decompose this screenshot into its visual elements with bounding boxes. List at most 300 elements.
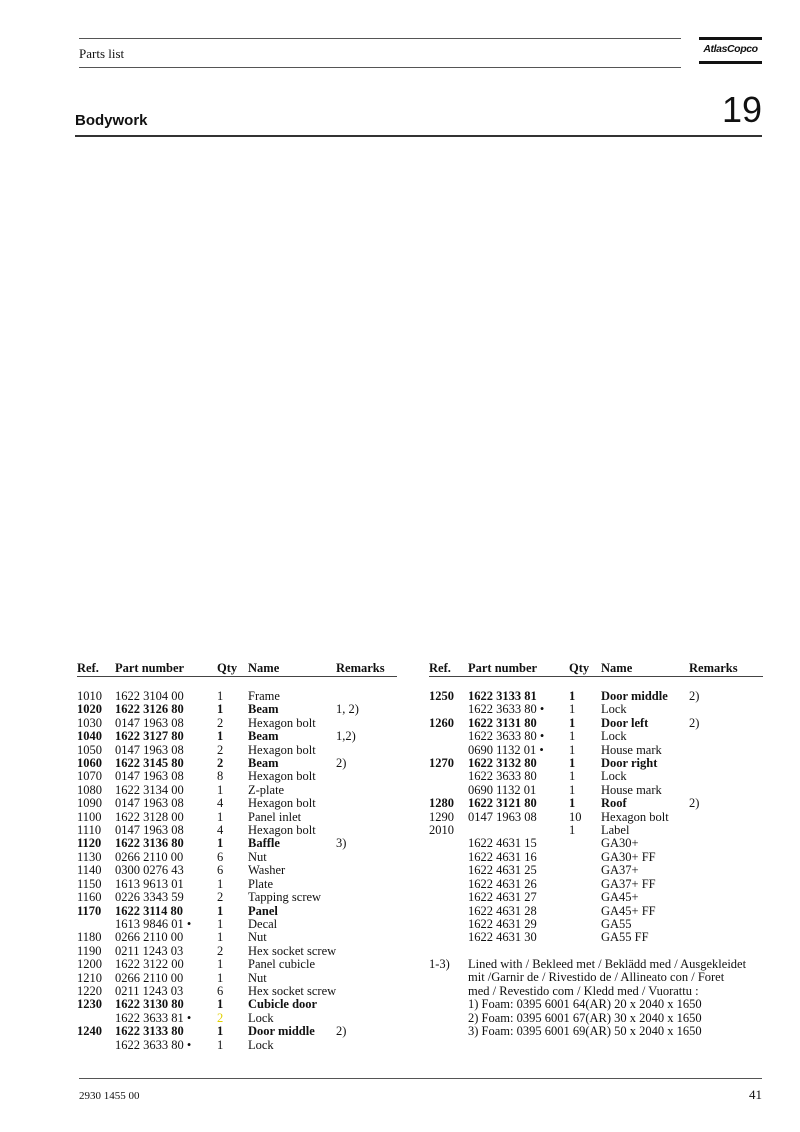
cell-qty: 2: [217, 1010, 224, 1025]
cell-ref: 1180: [77, 930, 102, 945]
cell-remarks: [336, 905, 397, 918]
cell-remarks: 2): [689, 796, 700, 811]
table-header-row: [77, 660, 397, 677]
cell-part-number: 1622 3121 80: [468, 796, 537, 811]
cell-ref: 1200: [77, 957, 102, 972]
logo-text: AtlasCopco: [703, 43, 758, 55]
atlas-copco-logo: [699, 37, 762, 67]
cell-remarks: [336, 851, 397, 864]
cell-remarks: [689, 703, 763, 716]
cell-ref: 1050: [77, 742, 102, 757]
cell-part-number: 0266 2110 00: [115, 970, 184, 985]
cell-qty: [569, 891, 601, 904]
cell-part-number: 1622 3633 80 •: [115, 1037, 192, 1052]
cell-qty: 1: [569, 689, 576, 703]
cell-name: GA30+ FF: [601, 849, 656, 864]
col-remarks-header: Remarks: [336, 660, 397, 677]
table-header-row: [429, 660, 763, 677]
cell-name: Nut: [248, 970, 267, 985]
parts-table-right: [429, 660, 763, 945]
cell-name: Lock: [248, 1010, 274, 1025]
cell-part-number: 1622 4631 15: [468, 836, 537, 851]
cell-ref: 1270: [429, 756, 454, 771]
cell-part-number: 1622 3134 00: [115, 782, 184, 797]
notes-line: 2) Foam: 0395 6001 67(AR) 30 x 2040 x 1650: [468, 1010, 702, 1025]
cell-qty: 2: [217, 943, 224, 958]
cell-name: Beam: [248, 756, 279, 771]
cell-part-number: 1622 3133 80: [115, 1024, 184, 1039]
table-row: [429, 905, 763, 918]
cell-qty: 1: [217, 957, 224, 972]
cell-qty: 1: [217, 997, 224, 1012]
table-row: [429, 757, 763, 770]
notes-line: 1) Foam: 0395 6001 64(AR) 20 x 2040 x 1650: [468, 997, 702, 1012]
cell-qty: [569, 837, 601, 850]
cell-name: Beam: [248, 729, 279, 744]
cell-name: Hexagon bolt: [248, 796, 316, 811]
cell-qty: 1: [217, 916, 224, 931]
logo-top-bar: [699, 37, 762, 40]
cell-remarks: [689, 730, 763, 743]
cell-name: Hexagon bolt: [248, 769, 316, 784]
cell-remarks: [336, 1039, 397, 1052]
cell-remarks: [336, 864, 397, 877]
cell-qty: 1: [217, 836, 224, 851]
cell-qty: 1: [217, 1037, 224, 1052]
cell-remarks: [336, 918, 397, 931]
header-bottom-rule: [79, 67, 681, 68]
table-row: [77, 905, 397, 918]
notes-line: med / Revestido com / Kledd med / Vuorattu :: [468, 983, 699, 998]
cell-ref: [429, 864, 468, 877]
cell-remarks: 1,2): [336, 729, 356, 744]
cell-qty: 1: [569, 782, 576, 797]
cell-part-number: [468, 824, 569, 837]
cell-ref: 1190: [77, 943, 102, 958]
cell-part-number: 1622 3132 80: [468, 756, 537, 771]
table-row: [429, 864, 763, 877]
cell-remarks: [689, 851, 763, 864]
cell-part-number: 1613 9613 01: [115, 876, 184, 891]
cell-name: GA30+: [601, 836, 639, 851]
cell-name: GA37+: [601, 863, 639, 878]
table-row: [77, 717, 397, 730]
cell-name: Z-plate: [248, 782, 285, 797]
cell-name: Washer: [248, 863, 286, 878]
cell-qty: 1: [569, 715, 576, 730]
cell-remarks: 1, 2): [336, 702, 359, 717]
cell-remarks: [336, 958, 397, 971]
cell-remarks: [336, 690, 397, 703]
cell-ref: 1060: [77, 756, 102, 771]
cell-name: Baffle: [248, 836, 280, 851]
col-remarks-header: Remarks: [689, 660, 763, 677]
table-row: [77, 958, 397, 971]
cell-ref: [429, 905, 468, 918]
cell-part-number: 1622 4631 27: [468, 890, 537, 905]
cell-ref: 1230: [77, 997, 102, 1012]
cell-remarks: 2): [336, 756, 347, 771]
cell-name: Beam: [248, 702, 279, 717]
cell-ref: [429, 730, 468, 743]
cell-ref: 1030: [77, 715, 102, 730]
cell-remarks: [689, 891, 763, 904]
cell-ref: [77, 1039, 115, 1052]
table-row: [77, 757, 397, 770]
cell-name: Hex socket screw: [248, 983, 337, 998]
table-row: [77, 931, 397, 944]
cell-remarks: [689, 770, 763, 783]
cell-qty: 1: [569, 796, 576, 811]
cell-qty: 1: [217, 903, 224, 918]
cell-remarks: [336, 1012, 397, 1025]
cell-part-number: 1622 3633 80 •: [468, 702, 545, 717]
cell-remarks: [689, 864, 763, 877]
cell-remarks: 3): [336, 836, 347, 851]
table-row: [77, 1039, 397, 1052]
cell-name: Roof: [601, 796, 627, 811]
cell-part-number: 1622 4631 26: [468, 876, 537, 891]
cell-ref: 2010: [429, 823, 454, 838]
cell-part-number: 0690 1132 01 •: [468, 742, 544, 757]
cell-name: GA45+: [601, 890, 639, 905]
cell-name: Panel: [248, 903, 278, 918]
cell-ref: 1020: [77, 702, 102, 717]
cell-ref: 1170: [77, 903, 102, 918]
cell-part-number: 1622 3128 00: [115, 809, 184, 824]
parts-table-left: [77, 660, 397, 1052]
cell-remarks: 2): [689, 715, 700, 730]
cell-remarks: [689, 784, 763, 797]
cell-remarks: [336, 744, 397, 757]
table-row: [429, 690, 763, 703]
table-row: [429, 824, 763, 837]
table-row: [77, 972, 397, 985]
notes-line: 3) Foam: 0395 6001 69(AR) 50 x 2040 x 1650: [468, 1024, 702, 1039]
cell-qty: 2: [217, 756, 224, 771]
col-qty-header: Qty: [569, 660, 601, 677]
cell-qty: 1: [569, 756, 576, 771]
table-row: [77, 811, 397, 824]
cell-ref: 1010: [77, 689, 102, 703]
cell-part-number: 0147 1963 08: [115, 742, 184, 757]
cell-remarks: [336, 931, 397, 944]
cell-name: Nut: [248, 849, 267, 864]
cell-ref: 1080: [77, 782, 102, 797]
cell-name: GA55: [601, 916, 632, 931]
cell-remarks: [689, 837, 763, 850]
cell-part-number: 0147 1963 08: [115, 796, 184, 811]
cell-part-number: 0147 1963 08: [115, 715, 184, 730]
cell-qty: 1: [217, 729, 224, 744]
cell-qty: 2: [217, 715, 224, 730]
table-row: [429, 744, 763, 757]
cell-name: Label: [601, 823, 630, 838]
cell-qty: 1: [217, 1024, 224, 1039]
cell-ref: 1140: [77, 863, 102, 878]
table-row: [429, 918, 763, 931]
cell-part-number: 0147 1963 08: [468, 809, 537, 824]
table-row: [77, 851, 397, 864]
cell-part-number: 0690 1132 01: [468, 782, 537, 797]
cell-ref: [429, 851, 468, 864]
cell-remarks: [336, 891, 397, 904]
col-qty-header: Qty: [217, 660, 248, 677]
table-row: [77, 703, 397, 716]
cell-name: Door left: [601, 715, 649, 730]
cell-part-number: 0211 1243 03: [115, 983, 184, 998]
cell-part-number: 1622 3133 81: [468, 689, 537, 703]
cell-ref: 1160: [77, 890, 102, 905]
cell-remarks: 2): [689, 689, 700, 703]
cell-qty: 6: [217, 863, 224, 878]
cell-remarks: [336, 998, 397, 1011]
table-row: [429, 851, 763, 864]
notes-line: Lined with / Bekleed met / Beklädd med / Ausgekleidet: [468, 957, 747, 971]
cell-qty: 4: [217, 823, 224, 838]
cell-ref: 1220: [77, 983, 102, 998]
col-part-header: Part number: [115, 660, 217, 677]
table-row: [429, 797, 763, 810]
cell-ref: 1260: [429, 715, 454, 730]
cell-ref: 1240: [77, 1024, 102, 1039]
cell-remarks: 2): [336, 1024, 347, 1039]
table-row: [77, 837, 397, 850]
cell-remarks: [336, 770, 397, 783]
cell-remarks: [689, 811, 763, 824]
cell-name: Hexagon bolt: [248, 715, 316, 730]
cell-part-number: 1622 3131 80: [468, 715, 537, 730]
cell-ref: 1100: [77, 809, 102, 824]
col-part-header: Part number: [468, 660, 569, 677]
cell-name: Nut: [248, 930, 267, 945]
cell-qty: 1: [569, 729, 576, 744]
title-rule: [75, 135, 762, 137]
table-row: [429, 837, 763, 850]
cell-name: Lock: [601, 729, 627, 744]
cell-part-number: 1622 3633 80: [468, 769, 537, 784]
table-row: [77, 878, 397, 891]
cell-ref: 1280: [429, 796, 454, 811]
cell-remarks: [689, 824, 763, 837]
cell-ref: [429, 891, 468, 904]
table-row: [77, 864, 397, 877]
cell-part-number: 1622 4631 16: [468, 849, 537, 864]
cell-qty: [569, 918, 601, 931]
cell-part-number: 1622 3104 00: [115, 689, 184, 703]
section-number: 19: [721, 89, 762, 130]
header-top-rule: [79, 38, 681, 39]
cell-part-number: 0147 1963 08: [115, 769, 184, 784]
cell-part-number: 1622 4631 25: [468, 863, 537, 878]
cell-qty: 1: [217, 876, 224, 891]
col-ref-header: Ref.: [77, 660, 115, 677]
cell-remarks: [689, 931, 763, 944]
table-row: [429, 703, 763, 716]
cell-part-number: 0211 1243 03: [115, 943, 184, 958]
cell-remarks: [336, 945, 397, 958]
cell-remarks: [689, 918, 763, 931]
cell-part-number: 1622 3126 80: [115, 702, 184, 717]
footer-rule: [79, 1078, 762, 1079]
cell-remarks: [336, 824, 397, 837]
cell-qty: 4: [217, 796, 224, 811]
table-row: [77, 998, 397, 1011]
cell-name: Hexagon bolt: [601, 809, 669, 824]
table-row: [429, 784, 763, 797]
cell-name: Decal: [248, 916, 278, 931]
cell-qty: 1: [569, 702, 576, 717]
cell-part-number: 1622 4631 28: [468, 903, 537, 918]
cell-qty: 6: [217, 983, 224, 998]
cell-name: Tapping screw: [248, 890, 322, 905]
cell-name: GA37+ FF: [601, 876, 656, 891]
cell-remarks: [336, 784, 397, 797]
notes-body: [468, 958, 768, 1038]
spacer-row: [429, 677, 763, 691]
cell-part-number: 1622 3130 80: [115, 997, 184, 1012]
cell-remarks: [689, 744, 763, 757]
cell-part-number: 1622 3633 81 •: [115, 1010, 192, 1025]
cell-ref: 1070: [77, 769, 102, 784]
cell-name: Cubicle door: [248, 997, 318, 1012]
table-row: [429, 770, 763, 783]
cell-name: Hex socket screw: [248, 943, 337, 958]
cell-name: GA45+ FF: [601, 903, 656, 918]
cell-remarks: [336, 878, 397, 891]
cell-part-number: 1622 3122 00: [115, 957, 184, 972]
cell-remarks: [336, 717, 397, 730]
cell-qty: [569, 864, 601, 877]
cell-name: Plate: [248, 876, 273, 891]
col-ref-header: Ref.: [429, 660, 468, 677]
cell-ref: 1110: [77, 823, 102, 838]
cell-ref: 1120: [77, 836, 102, 851]
cell-qty: 1: [569, 823, 576, 838]
cell-qty: [569, 878, 601, 891]
header-label: Parts list: [79, 46, 125, 61]
cell-ref: 1250: [429, 689, 454, 703]
cell-qty: [569, 931, 601, 944]
logo-bottom-bar: [699, 61, 762, 64]
table-row: [77, 891, 397, 904]
spacer-row: [77, 677, 397, 691]
cell-name: Door middle: [601, 689, 668, 703]
cell-qty: 1: [569, 769, 576, 784]
table-row: [77, 770, 397, 783]
cell-part-number: 1622 3127 80: [115, 729, 184, 744]
cell-ref: [429, 744, 468, 757]
cell-qty: 10: [569, 809, 582, 824]
cell-part-number: 1622 3633 80 •: [468, 729, 545, 744]
cell-part-number: 1613 9846 01 •: [115, 916, 192, 931]
cell-name: Frame: [248, 689, 280, 703]
cell-qty: [569, 905, 601, 918]
cell-part-number: 1622 4631 29: [468, 916, 537, 931]
cell-remarks: [336, 985, 397, 998]
cell-ref: [429, 703, 468, 716]
cell-ref: [429, 878, 468, 891]
cell-part-number: 1622 4631 30: [468, 930, 537, 945]
cell-remarks: [336, 972, 397, 985]
cell-part-number: 1622 3145 80: [115, 756, 184, 771]
cell-qty: 1: [217, 970, 224, 985]
cell-ref: [77, 918, 115, 931]
cell-qty: [569, 851, 601, 864]
cell-name: Hexagon bolt: [248, 742, 316, 757]
table-row: [77, 744, 397, 757]
cell-ref: [429, 770, 468, 783]
page-number: 41: [749, 1087, 762, 1102]
cell-name: Hexagon bolt: [248, 823, 316, 838]
cell-ref: 1090: [77, 796, 102, 811]
cell-name: House mark: [601, 782, 662, 797]
cell-qty: 1: [217, 809, 224, 824]
cell-remarks: [336, 797, 397, 810]
table-row: [429, 811, 763, 824]
cell-name: Lock: [248, 1037, 274, 1052]
cell-ref: 1210: [77, 970, 102, 985]
cell-qty: 1: [217, 782, 224, 797]
cell-name: Door right: [601, 756, 658, 771]
cell-part-number: 0147 1963 08: [115, 823, 184, 838]
cell-ref: [77, 1012, 115, 1025]
table-row: [77, 730, 397, 743]
cell-name: Door middle: [248, 1024, 315, 1039]
cell-qty: 6: [217, 849, 224, 864]
cell-ref: 1040: [77, 729, 102, 744]
cell-ref: [429, 931, 468, 944]
cell-qty: 2: [217, 890, 224, 905]
cell-qty: 1: [217, 930, 224, 945]
document-number: 2930 1455 00: [79, 1090, 140, 1102]
table-row: [77, 1025, 397, 1038]
table-row: [77, 784, 397, 797]
table-row: [429, 730, 763, 743]
cell-part-number: 0226 3343 59: [115, 890, 184, 905]
table-row: [77, 945, 397, 958]
cell-ref: 1130: [77, 849, 102, 864]
table-row: [77, 1012, 397, 1025]
cell-part-number: 0300 0276 43: [115, 863, 184, 878]
table-row: [429, 717, 763, 730]
cell-name: Lock: [601, 702, 627, 717]
cell-remarks: [689, 878, 763, 891]
table-row: [77, 824, 397, 837]
cell-ref: [429, 784, 468, 797]
cell-name: House mark: [601, 742, 662, 757]
cell-qty: 1: [569, 742, 576, 757]
cell-qty: 8: [217, 769, 224, 784]
cell-part-number: 1622 3114 80: [115, 903, 184, 918]
cell-part-number: 1622 3136 80: [115, 836, 184, 851]
cell-part-number: 0266 2110 00: [115, 930, 184, 945]
cell-ref: [429, 918, 468, 931]
table-row: [77, 797, 397, 810]
cell-qty: 1: [217, 689, 224, 703]
cell-qty: 1: [217, 702, 224, 717]
col-name-header: Name: [248, 660, 336, 677]
cell-ref: 1150: [77, 876, 102, 891]
cell-qty: 2: [217, 742, 224, 757]
notes-ref: 1-3): [429, 957, 450, 971]
col-name-header: Name: [601, 660, 689, 677]
cell-remarks: [336, 811, 397, 824]
cell-name: Panel inlet: [248, 809, 302, 824]
cell-name: GA55 FF: [601, 930, 649, 945]
table-row: [77, 690, 397, 703]
table-row: [429, 878, 763, 891]
